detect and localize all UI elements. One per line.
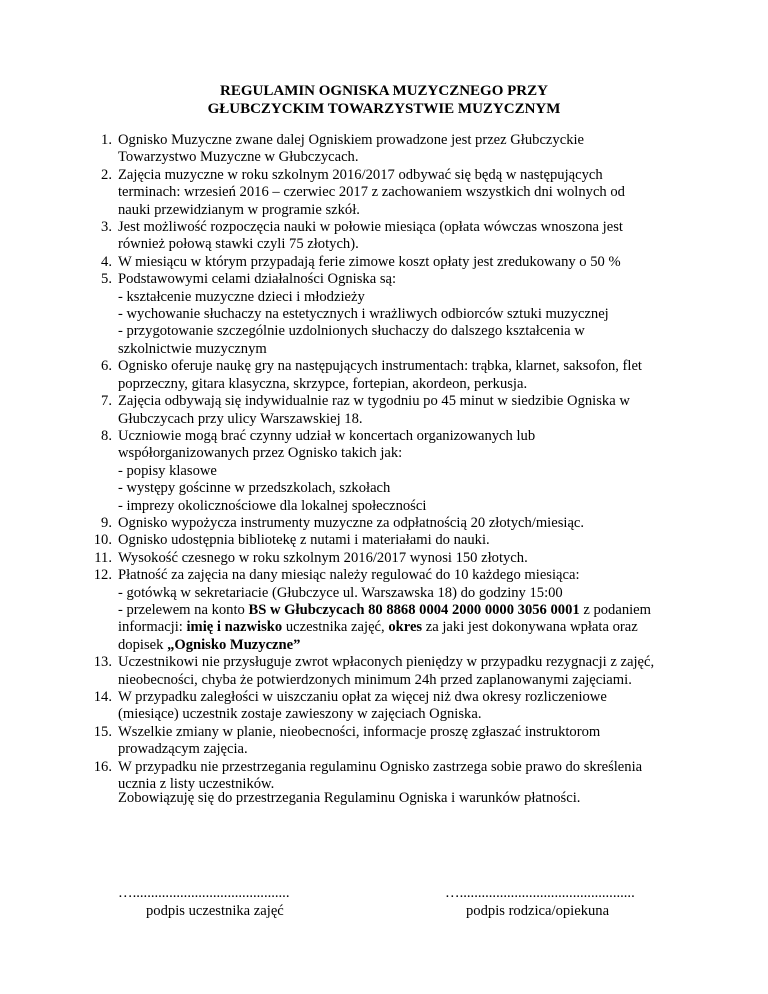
rule-text-line bbox=[118, 654, 718, 671]
rule-text-line bbox=[118, 376, 718, 393]
rule-text-line bbox=[118, 619, 718, 636]
rule-text-line bbox=[118, 149, 718, 166]
rule-text-line bbox=[118, 393, 718, 410]
rule-text: Jest możliwość rozpoczęcia nauki w połowie miesiąca (opłata wówczas wnoszona jest bbox=[118, 219, 623, 236]
rule-number: 5. bbox=[101, 271, 112, 288]
rules-list bbox=[90, 132, 718, 793]
rule-item bbox=[90, 167, 718, 219]
rule-text-line bbox=[118, 463, 718, 480]
rule-item bbox=[90, 254, 718, 271]
guardian-signature-label: podpis rodzica/opiekuna bbox=[466, 903, 610, 919]
rule-text: - popisy klasowe bbox=[118, 462, 217, 479]
rule-number: 7. bbox=[101, 393, 112, 410]
rule-text: Uczniowie mogą brać czynny udział w koncertach organizowanych lub bbox=[118, 427, 536, 444]
rule-text: nieobecności, chyba że potwierdzonych minimum 24h przed zaplanowanymi zajęciami. bbox=[118, 671, 632, 688]
rule-text-line bbox=[118, 741, 718, 758]
rule-text-line bbox=[118, 567, 718, 584]
rule-text: ucznia z listy uczestników. bbox=[118, 776, 275, 793]
rule-text-line bbox=[118, 759, 718, 776]
rule-item bbox=[90, 724, 718, 759]
rule-text: Płatność za zajęcia na dany miesiąc należy regulować do 10 każdego miesiąca: bbox=[118, 567, 580, 584]
rule-number: 11. bbox=[94, 549, 112, 566]
rule-text: również połową stawki czyli 75 złotych). bbox=[118, 236, 359, 253]
rule-text: Głubczycach przy ulicy Warszawskiej 18. bbox=[118, 410, 363, 427]
rule-number: 8. bbox=[101, 427, 112, 444]
rule-item bbox=[90, 428, 718, 515]
participant-signature-label: podpis uczestnika zajęć bbox=[146, 903, 284, 919]
rule-text: W przypadku zaległości w uiszczaniu opłat za więcej niż dwa okresy rozliczeniowe bbox=[118, 689, 607, 705]
rule-text: Zajęcia muzyczne w roku szkolnym 2016/2017 odbywać się będą w następujących bbox=[118, 166, 603, 183]
rule-text-line bbox=[118, 202, 718, 219]
rule-text: - gotówką w sekretariacie (Głubczyce ul. Warszawska 18) do godziny 15:00 bbox=[118, 584, 563, 601]
rule-text-bold: okres bbox=[388, 619, 423, 636]
rule-text: szkolnictwie muzycznym bbox=[118, 340, 267, 357]
rule-text: Uczestnikowi nie przysługuje zwrot wpłaconych pieniędzy w przypadku rezygnacji z zajęć, bbox=[118, 654, 655, 671]
guardian-signature-line: …................................................ bbox=[445, 885, 635, 901]
rule-text-line bbox=[118, 254, 718, 271]
rule-item bbox=[90, 219, 718, 254]
rule-text-line bbox=[118, 498, 718, 515]
rule-text: nauki przewidzianym w programie szkół. bbox=[118, 201, 360, 218]
rule-text: W miesiącu w którym przypadają ferie zimowe koszt opłaty jest zredukowany o 50 % bbox=[118, 253, 621, 270]
rule-text-line bbox=[118, 689, 718, 706]
rule-text: poprzeczny, gitara klasyczna, skrzypce, fortepian, akordeon, perkusja. bbox=[118, 375, 528, 392]
rule-item bbox=[90, 515, 718, 532]
rule-text: Ognisko udostępnia bibliotekę z nutami i materiałami do nauki. bbox=[118, 532, 490, 549]
rule-text: Ognisko Muzyczne zwane dalej Ogniskiem prowadzone jest przez Głubczyckie bbox=[118, 132, 585, 148]
rule-text: Wysokość czesnego w roku szkolnym 2016/2017 wynosi 150 złotych. bbox=[118, 549, 528, 566]
rule-number: 9. bbox=[101, 514, 112, 531]
rule-number: 13. bbox=[93, 654, 112, 671]
rule-item bbox=[90, 132, 718, 167]
rule-text: Wszelkie zmiany w planie, nieobecności, informacje proszę zgłaszać instruktorom bbox=[118, 723, 601, 740]
rule-number: 16. bbox=[93, 758, 112, 775]
rule-text: Ognisko oferuje naukę gry na następujących instrumentach: trąbka, klarnet, saksofon, flet bbox=[118, 358, 642, 375]
rule-text-line bbox=[118, 724, 718, 741]
rule-number: 1. bbox=[101, 132, 112, 148]
rule-text: współorganizowanych przez Ognisko takich jak: bbox=[118, 445, 403, 462]
rule-text: informacji: bbox=[118, 619, 187, 636]
rule-text: prowadzącym zajęcia. bbox=[118, 741, 248, 758]
rule-text-line bbox=[118, 672, 718, 689]
rule-text-line bbox=[118, 167, 718, 184]
rule-text-line bbox=[118, 358, 718, 375]
rule-item bbox=[90, 271, 718, 358]
rule-text-line bbox=[118, 341, 718, 358]
rule-text-bold: BS w Głubczycach 80 8868 0004 2000 0000 3056 0001 bbox=[248, 601, 580, 618]
rule-text: dopisek bbox=[118, 636, 168, 653]
rule-text-line bbox=[118, 428, 718, 445]
rule-text-bold: imię i nazwisko bbox=[186, 619, 283, 636]
rule-item bbox=[90, 550, 718, 567]
rule-item bbox=[90, 689, 718, 724]
rule-text-line bbox=[118, 184, 718, 201]
rule-number: 15. bbox=[93, 723, 112, 740]
rule-text: terminach: wrzesień 2016 – czerwiec 2017 z zachowaniem wszystkich dni wolnych od bbox=[118, 184, 625, 201]
rule-text: uczestnika zajęć, bbox=[282, 619, 389, 636]
rule-text-line bbox=[118, 289, 718, 306]
document-title bbox=[0, 82, 768, 118]
rule-item bbox=[90, 358, 718, 393]
guardian-signature-block bbox=[445, 884, 635, 920]
rule-number: 10. bbox=[93, 532, 112, 549]
rule-text-line bbox=[118, 532, 718, 549]
rule-text: - występy gościnne w przedszkolach, szkołach bbox=[118, 480, 391, 497]
rule-text: Zajęcia odbywają się indywidualnie raz w tygodniu po 45 minut w siedzibie Ogniska w bbox=[118, 393, 630, 410]
rule-text-line bbox=[118, 236, 718, 253]
rule-text-line bbox=[118, 411, 718, 428]
rule-text-line bbox=[118, 602, 718, 619]
rule-text: z podaniem bbox=[579, 601, 652, 618]
commitment-statement: Zobowiązuję się do przestrzegania Regulaminu Ogniska i warunków płatności. bbox=[118, 790, 581, 806]
rule-item bbox=[90, 654, 718, 689]
participant-signature-block bbox=[118, 884, 289, 920]
rule-text-line bbox=[118, 323, 718, 340]
participant-signature-line: …........................................... bbox=[118, 885, 290, 901]
rule-number: 2. bbox=[101, 166, 112, 183]
title-line-1: REGULAMIN OGNISKA MUZYCZNEGO PRZY bbox=[220, 83, 548, 99]
rule-text-line bbox=[118, 515, 718, 532]
rule-text-line bbox=[118, 132, 718, 149]
rule-text: - wychowanie słuchaczy na estetycznych i wrażliwych odbiorców sztuki muzycznej bbox=[118, 306, 609, 323]
rule-text-line bbox=[118, 585, 718, 602]
title-line-2: GŁUBCZYCKIM TOWARZYSTWIE MUZYCZNYM bbox=[207, 101, 561, 117]
rule-text: - przelewem na konto bbox=[118, 601, 249, 618]
rule-text: (miesiące) uczestnik zostaje zawieszony w zajęciach Ogniska. bbox=[118, 706, 482, 723]
rule-text-line bbox=[118, 306, 718, 323]
rule-text: za jaki jest dokonywana wpłata oraz bbox=[422, 619, 638, 636]
rule-text-line bbox=[118, 445, 718, 462]
rule-item bbox=[90, 393, 718, 428]
rule-text-line bbox=[118, 271, 718, 288]
rule-text: Ognisko wypożycza instrumenty muzyczne za odpłatnością 20 złotych/miesiąc. bbox=[118, 514, 585, 531]
rule-text-line bbox=[118, 219, 718, 236]
rule-text-line bbox=[118, 550, 718, 567]
rule-text-bold: „Ognisko Muzyczne” bbox=[167, 636, 301, 653]
rule-text: - kształcenie muzyczne dzieci i młodzieży bbox=[118, 288, 365, 305]
rule-item bbox=[90, 567, 718, 654]
rule-text: W przypadku nie przestrzegania regulaminu Ognisko zastrzega sobie prawo do skreślenia bbox=[118, 758, 643, 775]
rule-text: Podstawowymi celami działalności Ogniska są: bbox=[118, 271, 397, 288]
rule-number: 6. bbox=[101, 358, 112, 375]
rule-number: 4. bbox=[101, 253, 112, 270]
rule-text-line bbox=[118, 480, 718, 497]
rule-text-line bbox=[118, 706, 718, 723]
rule-number: 14. bbox=[93, 689, 112, 705]
rule-text: Towarzystwo Muzyczne w Głubczycach. bbox=[118, 149, 359, 166]
rule-number: 12. bbox=[93, 567, 112, 584]
rule-text-line bbox=[118, 637, 718, 654]
rule-item bbox=[90, 532, 718, 549]
rule-text: - przygotowanie szczególnie uzdolnionych słuchaczy do dalszego kształcenia w bbox=[118, 323, 585, 340]
rule-text: - imprezy okolicznościowe dla lokalnej społeczności bbox=[118, 497, 427, 514]
rule-number: 3. bbox=[101, 219, 112, 236]
